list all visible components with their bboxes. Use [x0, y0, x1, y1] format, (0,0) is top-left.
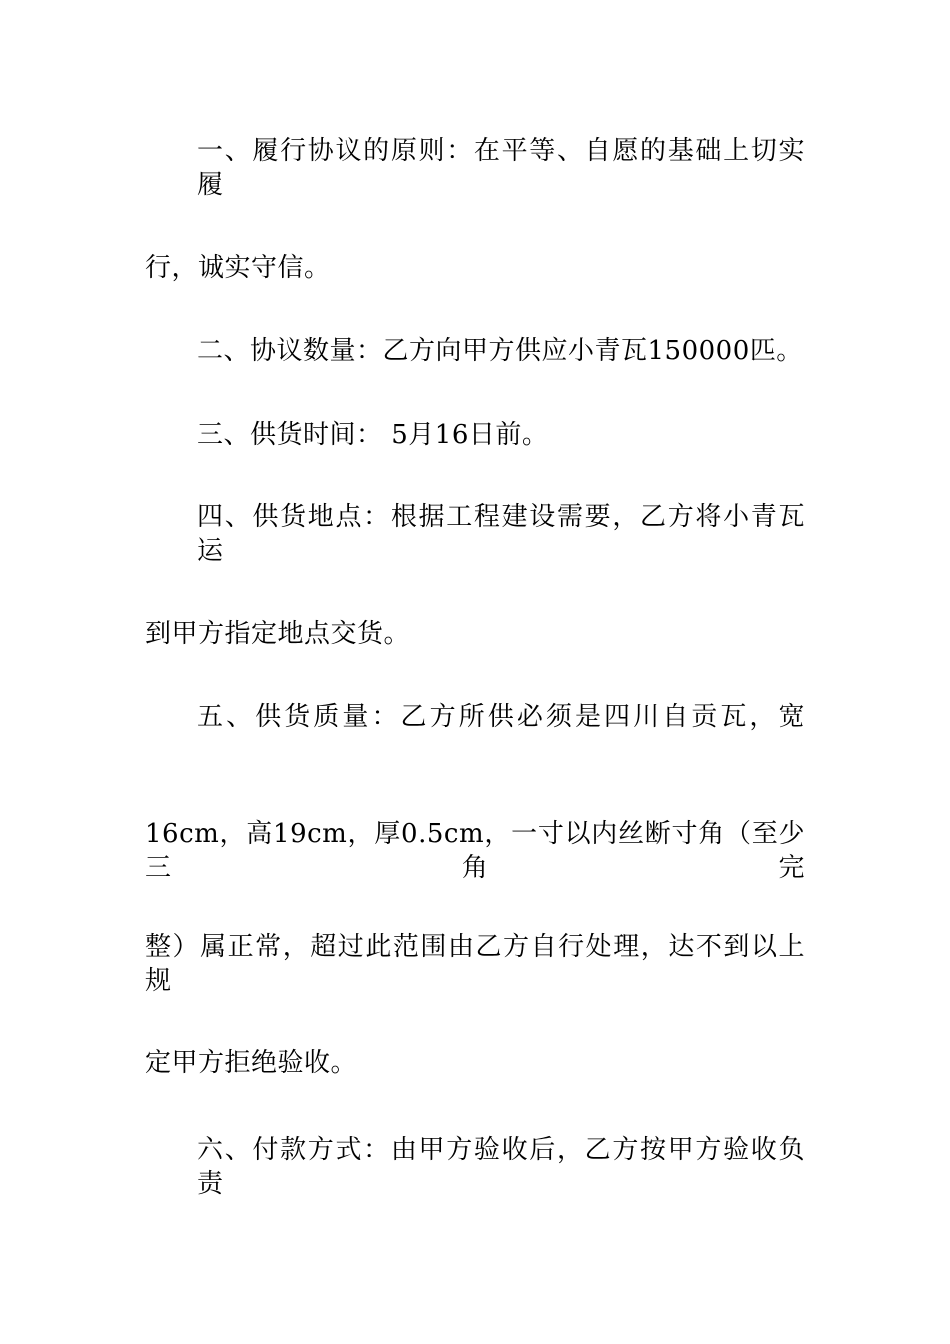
clause-5-line-2: 16cm，高19cm，厚0.5cm，一寸以内丝断寸角（至少三角完	[145, 819, 805, 883]
clause-3-line: 三、供货时间： 5月16日前。	[197, 420, 549, 450]
clause-6-line-1: 六、付款方式：由甲方验收后，乙方按甲方验收负责	[197, 1135, 805, 1199]
clause-4-line-2: 到甲方指定地点交货。	[145, 619, 411, 649]
clause-1-line-2: 行，诚实守信。	[145, 253, 331, 283]
clause-4-line-1: 四、供货地点：根据工程建设需要，乙方将小青瓦运	[197, 502, 805, 566]
clause-5-line-4: 定甲方拒绝验收。	[145, 1048, 358, 1078]
clause-2-line: 二、协议数量：乙方向甲方供应小青瓦150000匹。	[197, 336, 803, 366]
clause-5-line-1: 五、供货质量：乙方所供必须是四川自贡瓦，宽	[197, 702, 805, 732]
clause-1-line-1: 一、履行协议的原则：在平等、自愿的基础上切实履	[197, 136, 805, 200]
clause-5-line-3: 整）属正常，超过此范围由乙方自行处理，达不到以上规	[145, 932, 805, 996]
